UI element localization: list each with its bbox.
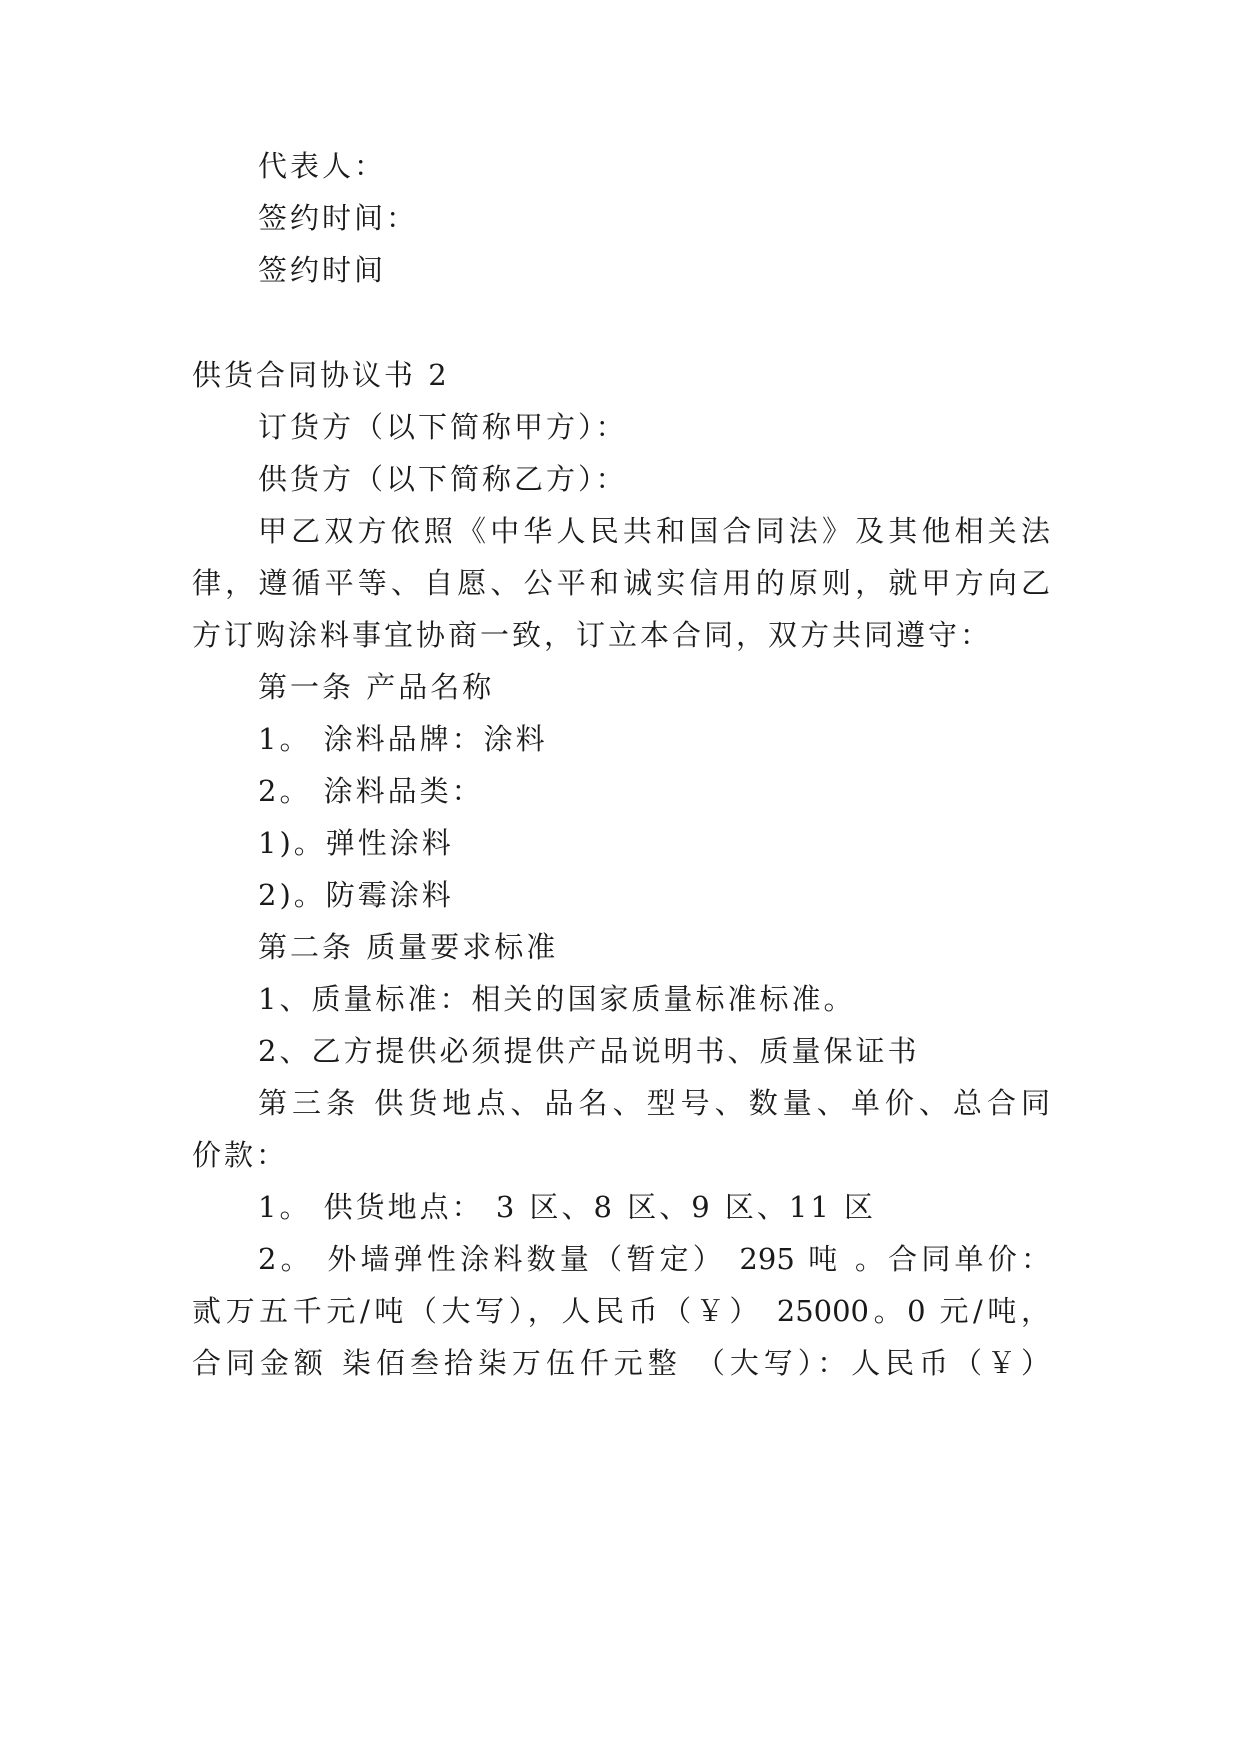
- article-1-sub-1: 1)。弹性涂料: [258, 826, 454, 860]
- contract-title: 供货合同协议书 2: [192, 358, 450, 392]
- sign-date-line: 签约时间：: [258, 201, 419, 235]
- article-2-item-1: 1、质量标准：相关的国家质量标准标准。: [258, 982, 856, 1016]
- representative-line: 代表人：: [258, 149, 387, 183]
- article-1-item-2: 2。 涂料品类：: [258, 774, 484, 808]
- preamble-line-2: 律，遵循平等、自愿、公平和诚实信用的原则，就甲方向乙: [192, 566, 1050, 600]
- preamble-line-1: 甲乙双方依照《中华人民共和国合同法》及其他相关法: [258, 514, 1050, 548]
- buyer-line: 订货方（以下简称甲方）：: [258, 410, 628, 444]
- article-3-heading: 第三条 供货地点、品名、型号、数量、单价、总合同: [258, 1086, 1050, 1120]
- article-3-item-2-line-1: 2。 外墙弹性涂料数量（暂定） 295 吨 。合同单价：: [258, 1242, 1050, 1276]
- article-2-heading: 第二条 质量要求标准: [258, 930, 559, 964]
- article-3-heading-cont: 价款：: [192, 1138, 289, 1172]
- preamble-line-3: 方订购涂料事宜协商一致，订立本合同，双方共同遵守：: [192, 618, 993, 652]
- supplier-line: 供货方（以下简称乙方）：: [258, 462, 628, 496]
- article-1-heading: 第一条 产品名称: [258, 670, 495, 704]
- article-3-item-2-line-2: 贰万五千元/吨（大写），人民币（￥） 25000。0 元/吨，: [192, 1294, 1050, 1328]
- sign-date-line-2: 签约时间: [258, 253, 387, 287]
- article-1-item-1: 1。 涂料品牌：涂料: [258, 722, 548, 756]
- article-1-sub-2: 2)。防霉涂料: [258, 878, 454, 912]
- article-3-item-2-line-3: 合同金额 柒佰叁拾柒万伍仟元整 （大写）：人民币（￥）: [192, 1346, 1050, 1380]
- article-3-item-1: 1。 供货地点： 3 区、8 区、9 区、11 区: [258, 1190, 877, 1224]
- article-2-item-2: 2、乙方提供必须提供产品说明书、质量保证书: [258, 1034, 920, 1068]
